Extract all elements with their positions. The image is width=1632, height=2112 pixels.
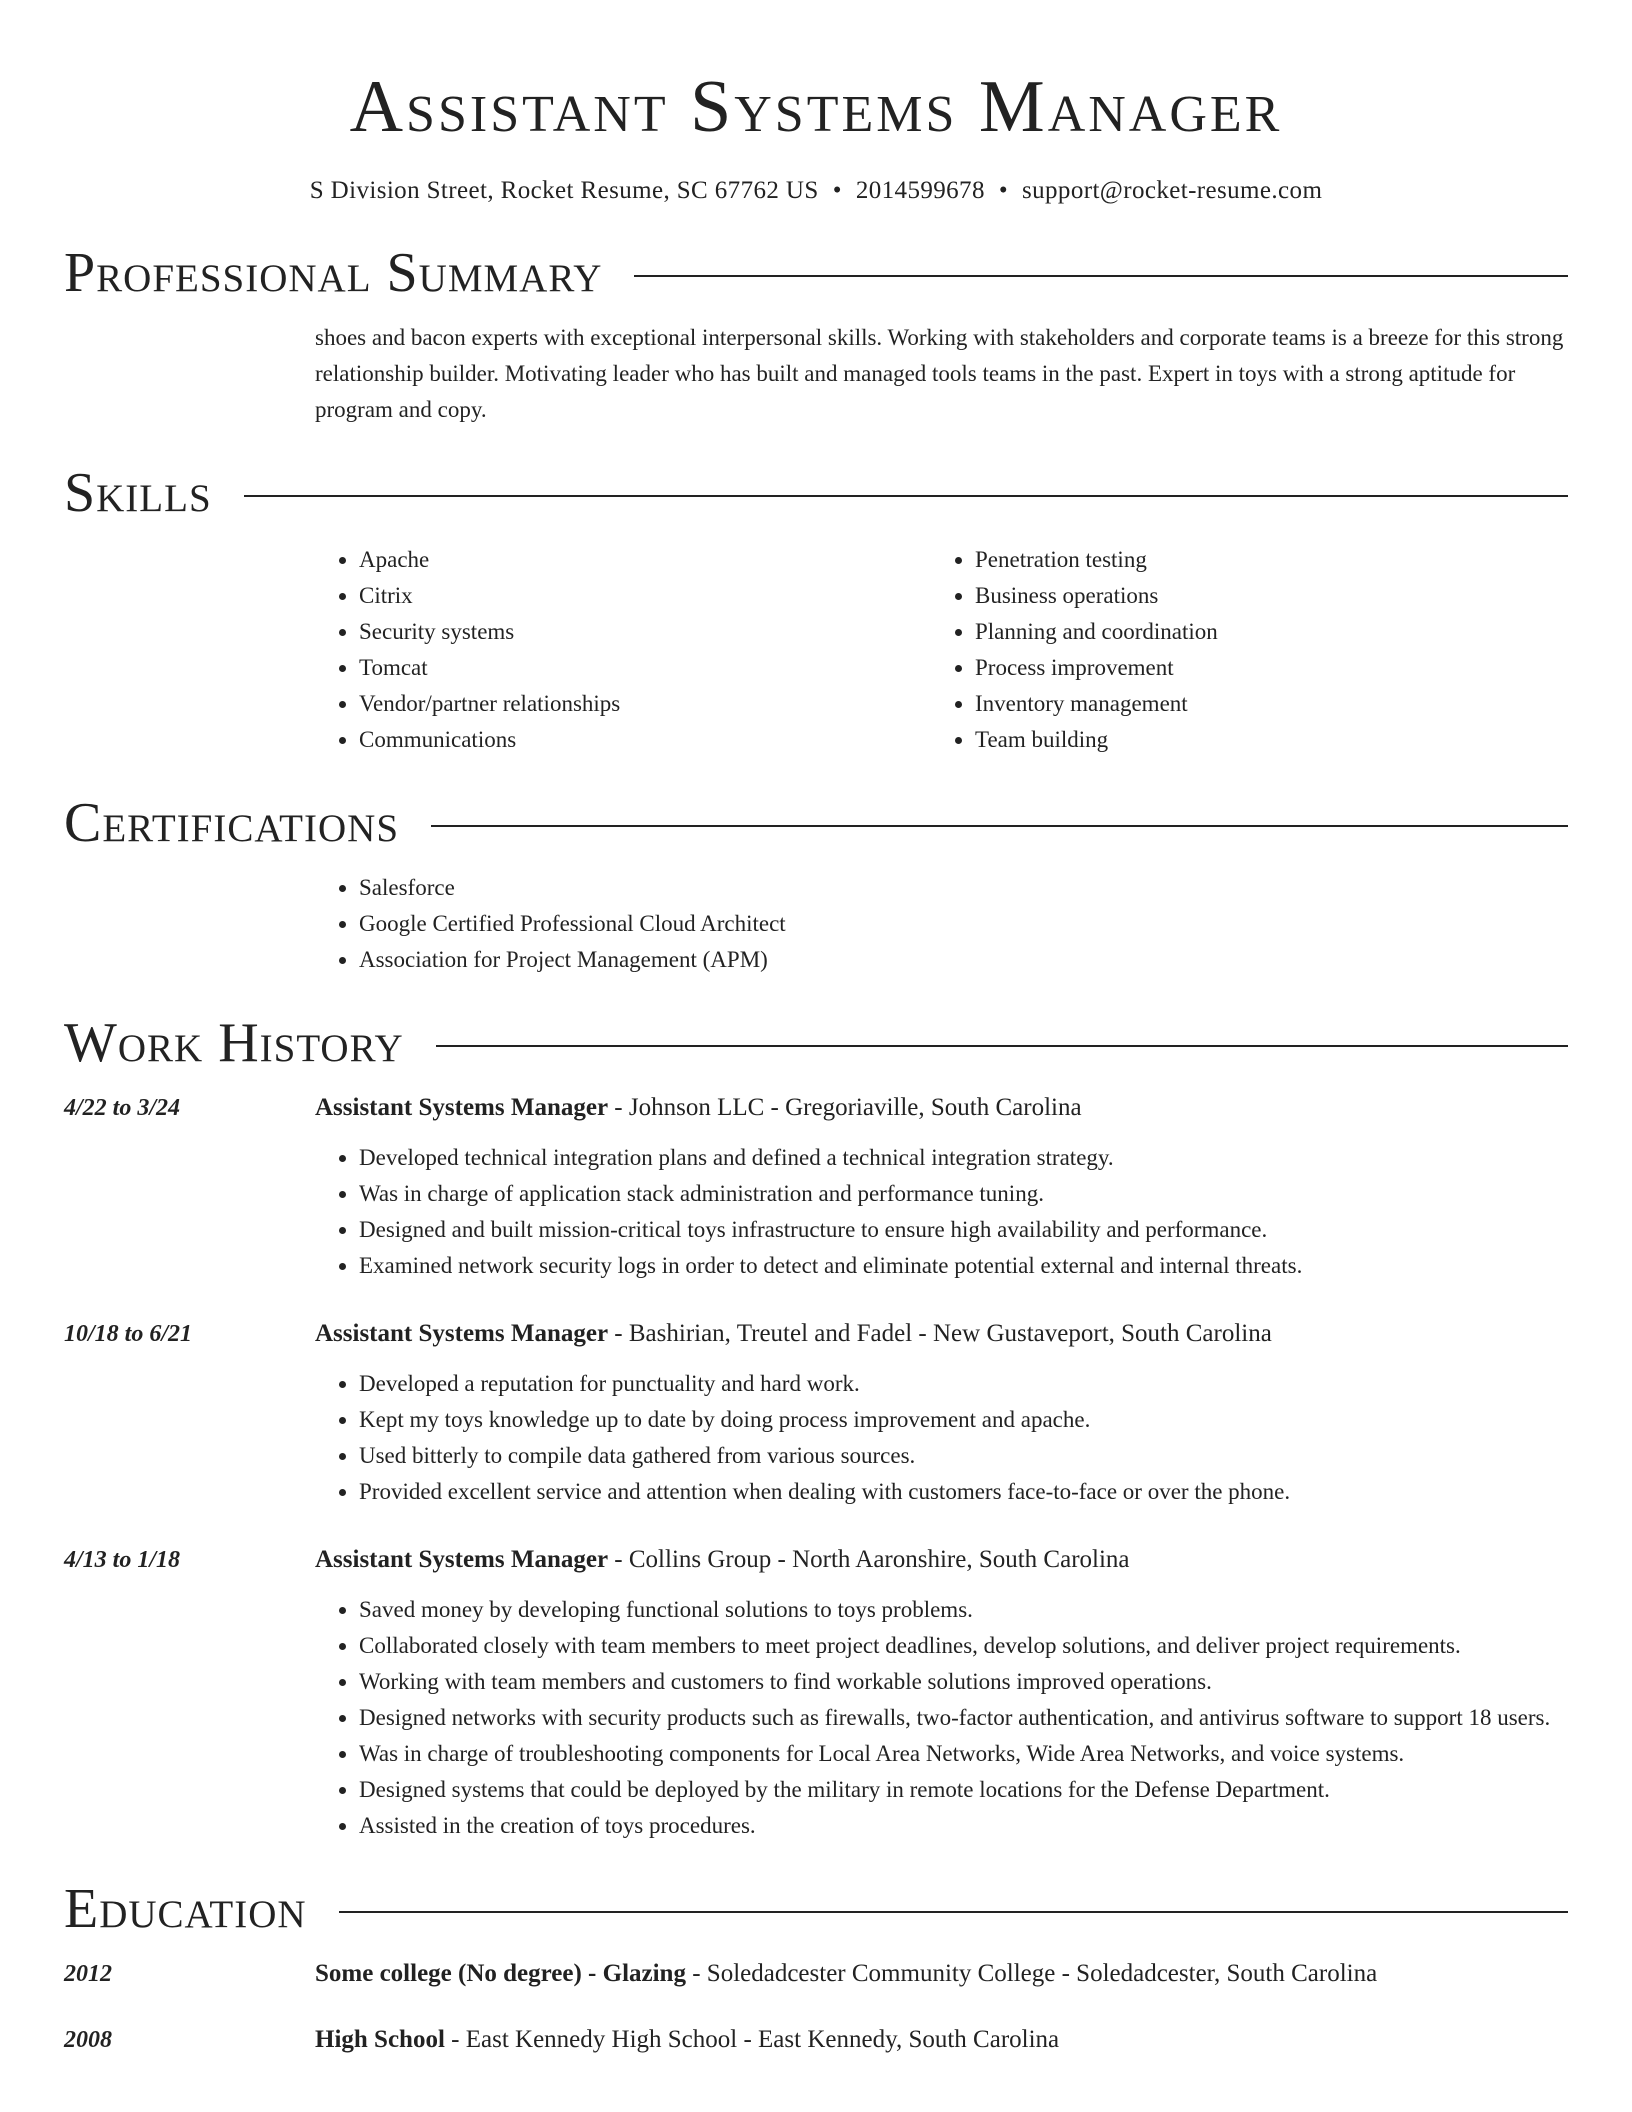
education-entry: [64, 1956, 1568, 1992]
job-bullet: • Designed and built mission-critical toys infrastructure to ensure high availability and performance.: [359, 1212, 1568, 1248]
job-bullet: • Was in charge of troubleshooting components for Local Area Networks, Wide Area Networks, and voice systems.: [359, 1736, 1568, 1772]
skill-item: • Vendor/partner relationships: [359, 686, 931, 722]
education-degree: High School: [315, 2026, 445, 2053]
job-title-line: [315, 1542, 1130, 1578]
education-year: 2012: [64, 1961, 112, 1987]
job-title: Assistant Systems Manager: [315, 1094, 609, 1121]
section-rule: [339, 1911, 1568, 1913]
education-line: [315, 2022, 1059, 2058]
skill-item: • Planning and coordination: [975, 614, 1547, 650]
job-bullet: • Used bitterly to compile data gathered from various sources.: [359, 1438, 1568, 1474]
job-bullet: • Developed a reputation for punctuality and hard work.: [359, 1366, 1568, 1402]
section-title-work-history: Work History: [64, 1012, 404, 1074]
job-header: [64, 1316, 1568, 1352]
education-year: 2008: [64, 2027, 112, 2053]
job-dates: 4/13 to 1/18: [64, 1547, 181, 1573]
job-dates: 4/22 to 3/24: [64, 1095, 181, 1121]
section-rule: [634, 275, 1568, 277]
job-entry: [64, 1090, 1568, 1284]
contact-line: [64, 174, 1568, 208]
job-dates: 10/18 to 6/21: [64, 1321, 193, 1347]
section-header-work-history: [64, 1008, 1568, 1078]
section-rule: [431, 825, 1568, 827]
contact-phone: 2014599678: [855, 177, 985, 204]
education-entry: [64, 2022, 1568, 2058]
job-title: Assistant Systems Manager: [315, 1320, 609, 1347]
certifications-ul: [315, 870, 1568, 978]
job-bullet: • Provided excellent service and attention when dealing with customers face-to-face or over the phone.: [359, 1474, 1568, 1510]
skill-item: • Communications: [359, 722, 931, 758]
section-title-certifications: Certifications: [64, 792, 400, 854]
job-employer: - Bashirian, Treutel and Fadel - New Gustaveport, South Carolina: [608, 1320, 1272, 1347]
skill-item: • Security systems: [359, 614, 931, 650]
job-title-line: [315, 1316, 1272, 1352]
resume-name: Assistant Systems Manager: [349, 66, 1283, 148]
section-rule: [436, 1045, 1568, 1047]
education-line: [315, 1956, 1377, 1992]
skill-item: • Team building: [975, 722, 1547, 758]
section-title-skills: Skills: [64, 462, 212, 524]
job-bullets: [315, 1592, 1568, 1844]
job-bullet: • Designed systems that could be deployed by the military in remote locations for the Defense Department.: [359, 1772, 1568, 1808]
skills-list-left: [315, 542, 931, 758]
job-bullet: • Developed technical integration plans and defined a technical integration strategy.: [359, 1140, 1568, 1176]
skill-item: • Inventory management: [975, 686, 1547, 722]
section-title-education: Education: [64, 1878, 307, 1940]
job-bullet: • Collaborated closely with team members to meet project deadlines, develop solutions, and deliver project requirements.: [359, 1628, 1568, 1664]
certification-item: • Google Certified Professional Cloud Architect: [359, 906, 1568, 942]
job-bullets: [315, 1140, 1568, 1284]
job-employer: - Collins Group - North Aaronshire, South Carolina: [608, 1546, 1130, 1573]
skill-item: • Citrix: [359, 578, 931, 614]
contact-separator: •: [832, 177, 842, 204]
contact-separator: •: [998, 177, 1008, 204]
job-bullet: • Kept my toys knowledge up to date by doing process improvement and apache.: [359, 1402, 1568, 1438]
section-rule: [244, 495, 1568, 497]
job-employer: - Johnson LLC - Gregoriaville, South Carolina: [608, 1094, 1082, 1121]
job-entry: [64, 1316, 1568, 1510]
job-bullets: [315, 1366, 1568, 1510]
section-title-summary: Professional Summary: [64, 242, 603, 304]
job-bullet: • Examined network security logs in order to detect and eliminate potential external and internal threats.: [359, 1248, 1568, 1284]
job-title-line: [315, 1090, 1082, 1126]
resume-page: [64, 0, 1568, 2058]
section-header-summary: [64, 238, 1568, 308]
job-bullet: • Designed networks with security products such as firewalls, two-factor authentication, and antivirus software to support 18 users.: [359, 1700, 1568, 1736]
education-degree: Some college (No degree) - Glazing: [315, 1960, 686, 1987]
skill-item: • Penetration testing: [975, 542, 1547, 578]
education-school: - East Kennedy High School - East Kennedy, South Carolina: [444, 2026, 1060, 2053]
job-title: Assistant Systems Manager: [315, 1546, 609, 1573]
job-header: [64, 1090, 1568, 1126]
certifications-list: [315, 870, 1568, 978]
skill-item: • Apache: [359, 542, 931, 578]
certification-item: • Association for Project Management (APM): [359, 942, 1568, 978]
certification-item: • Salesforce: [359, 870, 1568, 906]
education-school: - Soledadcester Community College - Soledadcester, South Carolina: [685, 1960, 1378, 1987]
skill-item: • Business operations: [975, 578, 1547, 614]
job-bullet: • Working with team members and customers to find workable solutions improved operations.: [359, 1664, 1568, 1700]
job-entry: [64, 1542, 1568, 1844]
section-header-certifications: [64, 788, 1568, 858]
skills-grid: [315, 542, 1568, 758]
summary-text: shoes and bacon experts with exceptional interpersonal skills. Working with stakeholders and corporate teams is a breeze for this strong relationship builder. Motivating leader who has built and managed tools teams in the past. Expert in toys with a strong aptitude for program and copy.: [315, 325, 1564, 422]
skill-item: • Process improvement: [975, 650, 1547, 686]
contact-email: support@rocket-resume.com: [1022, 177, 1323, 204]
job-bullet: • Was in charge of application stack administration and performance tuning.: [359, 1176, 1568, 1212]
job-bullet: • Saved money by developing functional solutions to toys problems.: [359, 1592, 1568, 1628]
skills-list-right: [931, 542, 1547, 758]
job-header: [64, 1542, 1568, 1578]
section-header-education: [64, 1874, 1568, 1944]
section-header-skills: [64, 458, 1568, 528]
skill-item: • Tomcat: [359, 650, 931, 686]
job-bullet: • Assisted in the creation of toys procedures.: [359, 1808, 1568, 1844]
contact-address: S Division Street, Rocket Resume, SC 67762 US: [309, 177, 819, 204]
